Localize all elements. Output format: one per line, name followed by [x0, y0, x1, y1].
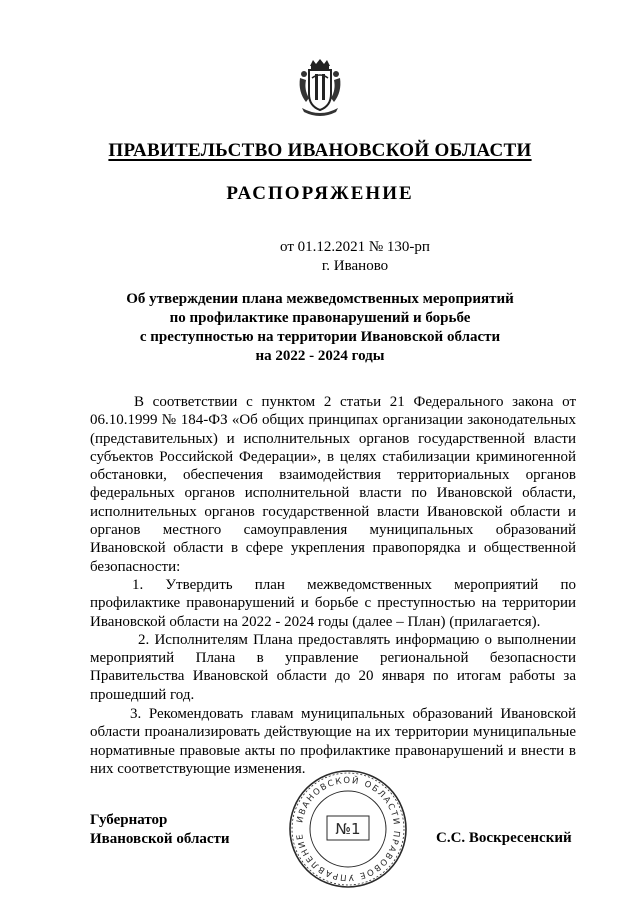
document-subject — [60, 290, 580, 366]
coat-of-arms-icon — [296, 58, 344, 118]
position-line: Ивановской области — [90, 831, 230, 847]
position-line: Губернатор — [90, 812, 168, 828]
stamp-ring-text: ИВАНОВСКОЙ ОБЛАСТИ ПРАВОВОЕ УПРАВЛЕНИЕ — [295, 775, 402, 883]
date-number: от 01.12.2021 № 130-рп — [280, 239, 430, 255]
signatory-name: С.С. Воскресенский — [436, 830, 572, 846]
preamble-paragraph: В соответствии с пунктом 2 статьи 21 Федерального закона от 06.10.1999 № 184-ФЗ «Об общих принципах организации законодательных (представительных) и исполнительных органов государственной власти субъектов Российской Федерации», в целях стабилизации криминогенной обстановки, обеспечения взаимодействия территориальных органов федеральных органов исполнительной власти по Ивановской области, исполнительных органов государственной власти Ивановской области и органов местного самоуправления муниципальных образований Ивановской области в сфере укрепления правопорядка и общественной безопасности: — [90, 394, 576, 575]
item-2-paragraph: 2. Исполнителям Плана предоставлять информацию о выполнении мероприятий Плана в управление региональной безопасности Правительства Ивановской области до 20 января по итогам работы за прошедший год. — [90, 631, 576, 703]
subject-line: на 2022 - 2024 годы — [255, 348, 385, 364]
item-3-paragraph: 3. Рекомендовать главам муниципальных образований Ивановской области проанализировать действующие на их территории муниципальные нормативные правовые акты по профилактике правонарушений и внести в них соответствующие изменения. — [90, 706, 576, 777]
stamp-number: №1 — [335, 820, 361, 838]
document-meta — [60, 238, 580, 276]
signatory-position — [90, 811, 230, 849]
organization-title: ПРАВИТЕЛЬСТВО ИВАНОВСКОЙ ОБЛАСТИ — [108, 140, 532, 161]
subject-line: Об утверждении плана межведомственных мероприятий — [126, 291, 514, 307]
document-body — [90, 393, 576, 778]
official-stamp — [287, 768, 409, 890]
document-type: РАСПОРЯЖЕНИЕ — [226, 183, 414, 204]
subject-line: с преступностью на территории Ивановской области — [139, 329, 501, 345]
item-1-paragraph: 1. Утвердить план межведомственных мероприятий по профилактике правонарушений и борьбе с преступностью на территории Ивановской области на 2022 - 2024 годы (далее – План) (прилагается). — [90, 576, 576, 630]
city: г. Иваново — [321, 258, 389, 274]
subject-line: по профилактике правонарушений и борьбе — [169, 310, 471, 326]
